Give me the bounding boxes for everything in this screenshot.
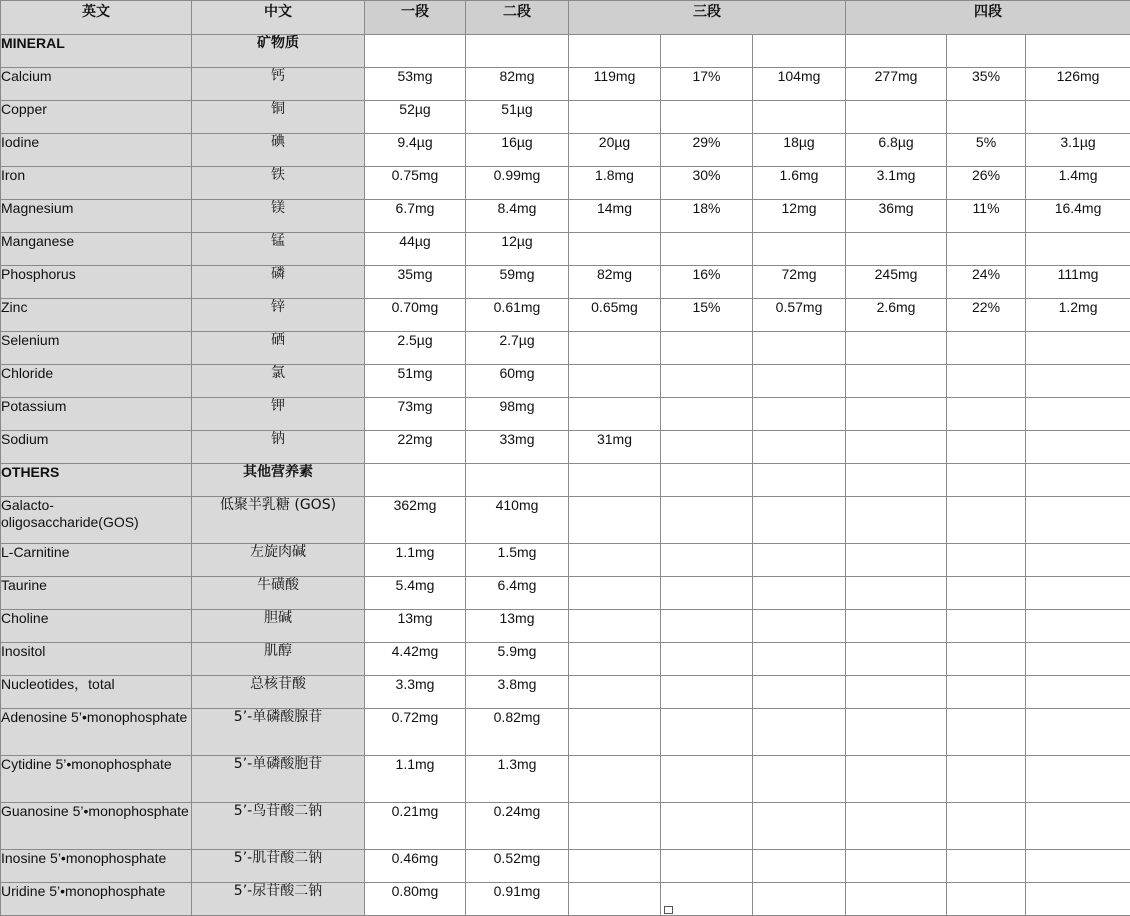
value-cell (661, 803, 753, 850)
table-row (1, 643, 1130, 676)
value-cell (846, 398, 947, 431)
value-cell (1026, 233, 1130, 266)
header-stage-1: 一段 (365, 1, 466, 35)
value-cell: 0.24mg (466, 803, 569, 850)
value-cell (569, 676, 661, 709)
value-cell (753, 883, 846, 916)
value-cell (1026, 577, 1130, 610)
value-cell (947, 803, 1026, 850)
value-cell (753, 850, 846, 883)
value-cell: 104mg (753, 68, 846, 101)
english-name-cell: Nucleotides，total (1, 676, 192, 709)
table-row (1, 398, 1130, 431)
value-cell (947, 643, 1026, 676)
value-cell (846, 332, 947, 365)
value-cell (846, 610, 947, 643)
value-cell (846, 431, 947, 464)
table-row (1, 577, 1130, 610)
value-cell (846, 233, 947, 266)
chinese-name-cell: 锌 (192, 299, 365, 332)
value-cell: 2.5µg (365, 332, 466, 365)
value-cell (569, 544, 661, 577)
table-row (1, 68, 1130, 101)
table-row (1, 167, 1130, 200)
value-cell: 98mg (466, 398, 569, 431)
value-cell: 18µg (753, 134, 846, 167)
value-cell (1026, 332, 1130, 365)
english-name-cell: Potassium (1, 398, 192, 431)
value-cell: 1.4mg (1026, 167, 1130, 200)
english-name-cell: Taurine (1, 577, 192, 610)
value-cell: 0.61mg (466, 299, 569, 332)
chinese-name-cell: 5’-单磷酸胞苷 (192, 756, 365, 803)
value-cell (753, 544, 846, 577)
value-cell (753, 497, 846, 544)
value-cell: 18% (661, 200, 753, 233)
english-name-cell: Selenium (1, 332, 192, 365)
value-cell (569, 643, 661, 676)
value-cell (846, 676, 947, 709)
table-row (1, 365, 1130, 398)
table-body (1, 35, 1130, 916)
value-cell (753, 756, 846, 803)
value-cell (1026, 850, 1130, 883)
value-cell (466, 35, 569, 68)
value-cell: 1.2mg (1026, 299, 1130, 332)
chinese-name-cell: 5’-肌苷酸二钠 (192, 850, 365, 883)
value-cell: 277mg (846, 68, 947, 101)
value-cell (569, 577, 661, 610)
table-row (1, 610, 1130, 643)
value-cell: 16µg (466, 134, 569, 167)
header-stage-2: 二段 (466, 1, 569, 35)
value-cell (846, 883, 947, 916)
chinese-name-cell: 钙 (192, 68, 365, 101)
value-cell (947, 756, 1026, 803)
value-cell (753, 643, 846, 676)
value-cell: 0.75mg (365, 167, 466, 200)
value-cell (569, 332, 661, 365)
english-name-cell: Galacto-oligosaccharide(GOS) (1, 497, 192, 544)
value-cell (947, 850, 1026, 883)
chinese-name-cell: 5’-鸟苷酸二钠 (192, 803, 365, 850)
chinese-name-cell: 锰 (192, 233, 365, 266)
value-cell (1026, 610, 1130, 643)
chinese-name-cell: 碘 (192, 134, 365, 167)
chinese-name-cell: 钠 (192, 431, 365, 464)
value-cell (1026, 883, 1130, 916)
chinese-name-cell: 胆碱 (192, 610, 365, 643)
chinese-name-cell: 牛磺酸 (192, 577, 365, 610)
value-cell (753, 577, 846, 610)
chinese-name-cell: 铜 (192, 101, 365, 134)
value-cell: 119mg (569, 68, 661, 101)
chinese-name-cell: 铁 (192, 167, 365, 200)
value-cell (947, 233, 1026, 266)
value-cell (569, 850, 661, 883)
value-cell (466, 464, 569, 497)
value-cell: 0.91mg (466, 883, 569, 916)
value-cell (947, 497, 1026, 544)
value-cell (753, 676, 846, 709)
header-stage-3: 三段 (569, 1, 846, 35)
english-name-cell: Inosine 5’•monophosphate (1, 850, 192, 883)
value-cell: 52µg (365, 101, 466, 134)
value-cell (569, 233, 661, 266)
value-cell: 0.80mg (365, 883, 466, 916)
value-cell (846, 497, 947, 544)
value-cell (846, 35, 947, 68)
value-cell (661, 431, 753, 464)
chinese-name-cell: 矿物质 (192, 35, 365, 68)
value-cell (947, 365, 1026, 398)
value-cell (1026, 643, 1130, 676)
value-cell: 16.4mg (1026, 200, 1130, 233)
value-cell: 0.46mg (365, 850, 466, 883)
value-cell (661, 497, 753, 544)
value-cell: 5% (947, 134, 1026, 167)
value-cell (846, 101, 947, 134)
value-cell: 16% (661, 266, 753, 299)
value-cell: 73mg (365, 398, 466, 431)
english-name-cell: Zinc (1, 299, 192, 332)
value-cell (661, 577, 753, 610)
value-cell (661, 464, 753, 497)
english-name-cell: Guanosine 5’•monophosphate (1, 803, 192, 850)
value-cell (661, 332, 753, 365)
value-cell: 1.1mg (365, 544, 466, 577)
value-cell (1026, 709, 1130, 756)
value-cell: 31mg (569, 431, 661, 464)
value-cell (846, 803, 947, 850)
value-cell: 17% (661, 68, 753, 101)
value-cell: 9.4µg (365, 134, 466, 167)
value-cell: 5.9mg (466, 643, 569, 676)
english-name-cell: Choline (1, 610, 192, 643)
value-cell (753, 709, 846, 756)
value-cell (753, 365, 846, 398)
table-row (1, 756, 1130, 803)
value-cell: 53mg (365, 68, 466, 101)
value-cell (1026, 803, 1130, 850)
value-cell (365, 464, 466, 497)
table-row (1, 676, 1130, 709)
header-row (1, 1, 1130, 35)
value-cell: 3.1µg (1026, 134, 1130, 167)
chinese-name-cell: 其他营养素 (192, 464, 365, 497)
value-cell (753, 398, 846, 431)
english-name-cell: Manganese (1, 233, 192, 266)
value-cell: 410mg (466, 497, 569, 544)
value-cell: 0.52mg (466, 850, 569, 883)
value-cell (947, 464, 1026, 497)
value-cell (569, 101, 661, 134)
value-cell (661, 883, 753, 916)
value-cell: 3.8mg (466, 676, 569, 709)
value-cell (569, 497, 661, 544)
table-row (1, 299, 1130, 332)
english-name-cell: Inositol (1, 643, 192, 676)
value-cell: 8.4mg (466, 200, 569, 233)
value-cell (1026, 464, 1130, 497)
english-name-cell: OTHERS (1, 464, 192, 497)
value-cell (661, 610, 753, 643)
value-cell: 36mg (846, 200, 947, 233)
value-cell: 24% (947, 266, 1026, 299)
value-cell (1026, 398, 1130, 431)
value-cell: 362mg (365, 497, 466, 544)
value-cell: 59mg (466, 266, 569, 299)
value-cell (846, 643, 947, 676)
value-cell: 0.72mg (365, 709, 466, 756)
value-cell: 15% (661, 299, 753, 332)
value-cell (947, 577, 1026, 610)
value-cell (569, 883, 661, 916)
value-cell: 26% (947, 167, 1026, 200)
value-cell: 0.65mg (569, 299, 661, 332)
value-cell (753, 332, 846, 365)
value-cell: 126mg (1026, 68, 1130, 101)
value-cell: 22mg (365, 431, 466, 464)
value-cell (846, 577, 947, 610)
value-cell: 51µg (466, 101, 569, 134)
value-cell (661, 365, 753, 398)
value-cell (661, 756, 753, 803)
value-cell: 13mg (466, 610, 569, 643)
english-name-cell: Uridine 5’•monophosphate (1, 883, 192, 916)
section-row (1, 35, 1130, 68)
value-cell (947, 101, 1026, 134)
chinese-name-cell: 钾 (192, 398, 365, 431)
english-name-cell: Adenosine 5’•monophosphate (1, 709, 192, 756)
english-name-cell: Sodium (1, 431, 192, 464)
chinese-name-cell: 磷 (192, 266, 365, 299)
value-cell: 6.4mg (466, 577, 569, 610)
chinese-name-cell: 硒 (192, 332, 365, 365)
table-row (1, 431, 1130, 464)
chinese-name-cell: 总核苷酸 (192, 676, 365, 709)
value-cell: 0.82mg (466, 709, 569, 756)
value-cell: 1.1mg (365, 756, 466, 803)
value-cell (947, 610, 1026, 643)
value-cell: 0.57mg (753, 299, 846, 332)
table-row (1, 200, 1130, 233)
value-cell: 35% (947, 68, 1026, 101)
value-cell: 33mg (466, 431, 569, 464)
chinese-name-cell: 左旋肉碱 (192, 544, 365, 577)
table-row (1, 709, 1130, 756)
value-cell (661, 398, 753, 431)
value-cell (947, 676, 1026, 709)
value-cell (569, 756, 661, 803)
value-cell (846, 709, 947, 756)
section-row (1, 464, 1130, 497)
english-name-cell: Copper (1, 101, 192, 134)
value-cell (1026, 35, 1130, 68)
value-cell (947, 398, 1026, 431)
value-cell: 13mg (365, 610, 466, 643)
table-row (1, 850, 1130, 883)
value-cell: 6.8µg (846, 134, 947, 167)
header-english: 英文 (1, 1, 192, 35)
chinese-name-cell: 5’-单磷酸腺苷 (192, 709, 365, 756)
value-cell (569, 464, 661, 497)
value-cell: 72mg (753, 266, 846, 299)
value-cell (753, 101, 846, 134)
value-cell (1026, 497, 1130, 544)
value-cell: 82mg (569, 266, 661, 299)
value-cell (569, 610, 661, 643)
value-cell (661, 233, 753, 266)
value-cell (947, 883, 1026, 916)
value-cell: 1.5mg (466, 544, 569, 577)
value-cell: 245mg (846, 266, 947, 299)
value-cell: 5.4mg (365, 577, 466, 610)
value-cell: 0.21mg (365, 803, 466, 850)
value-cell (1026, 756, 1130, 803)
value-cell (753, 233, 846, 266)
value-cell (365, 35, 466, 68)
value-cell (753, 35, 846, 68)
english-name-cell: Magnesium (1, 200, 192, 233)
english-name-cell: Iron (1, 167, 192, 200)
value-cell: 111mg (1026, 266, 1130, 299)
value-cell (1026, 431, 1130, 464)
value-cell: 11% (947, 200, 1026, 233)
chinese-name-cell: 氯 (192, 365, 365, 398)
table-row (1, 332, 1130, 365)
chinese-name-cell: 5’-尿苷酸二钠 (192, 883, 365, 916)
english-name-cell: Iodine (1, 134, 192, 167)
value-cell: 30% (661, 167, 753, 200)
value-cell (661, 101, 753, 134)
value-cell (947, 35, 1026, 68)
value-cell: 3.3mg (365, 676, 466, 709)
english-name-cell: Cytidine 5’•monophosphate (1, 756, 192, 803)
value-cell (753, 464, 846, 497)
value-cell (569, 365, 661, 398)
english-name-cell: L-Carnitine (1, 544, 192, 577)
value-cell (1026, 676, 1130, 709)
header-stage-4: 四段 (846, 1, 1130, 35)
table-row (1, 134, 1130, 167)
value-cell: 14mg (569, 200, 661, 233)
table-row (1, 803, 1130, 850)
value-cell (569, 709, 661, 756)
value-cell (569, 35, 661, 68)
value-cell: 60mg (466, 365, 569, 398)
value-cell: 82mg (466, 68, 569, 101)
cell-marker-icon (664, 906, 673, 914)
value-cell: 1.3mg (466, 756, 569, 803)
value-cell (947, 709, 1026, 756)
value-cell (753, 431, 846, 464)
value-cell (846, 544, 947, 577)
english-name-cell: Phosphorus (1, 266, 192, 299)
value-cell (661, 676, 753, 709)
value-cell (569, 398, 661, 431)
value-cell (846, 756, 947, 803)
value-cell (846, 365, 947, 398)
value-cell: 35mg (365, 266, 466, 299)
value-cell (846, 850, 947, 883)
value-cell (947, 544, 1026, 577)
table-row (1, 497, 1130, 544)
table-row (1, 883, 1130, 916)
english-name-cell: Chloride (1, 365, 192, 398)
value-cell (661, 35, 753, 68)
value-cell: 0.99mg (466, 167, 569, 200)
table-row (1, 544, 1130, 577)
chinese-name-cell: 肌醇 (192, 643, 365, 676)
value-cell (1026, 544, 1130, 577)
value-cell (846, 464, 947, 497)
value-cell: 0.70mg (365, 299, 466, 332)
table-row (1, 101, 1130, 134)
chinese-name-cell: 低聚半乳糖 (GOS) (192, 497, 365, 544)
value-cell: 29% (661, 134, 753, 167)
value-cell (753, 803, 846, 850)
value-cell: 4.42mg (365, 643, 466, 676)
value-cell (661, 643, 753, 676)
value-cell: 44µg (365, 233, 466, 266)
value-cell: 1.8mg (569, 167, 661, 200)
value-cell (569, 803, 661, 850)
chinese-name-cell: 镁 (192, 200, 365, 233)
value-cell (661, 709, 753, 756)
value-cell: 3.1mg (846, 167, 947, 200)
value-cell (1026, 365, 1130, 398)
value-cell (753, 610, 846, 643)
english-name-cell: Calcium (1, 68, 192, 101)
english-name-cell: MINERAL (1, 35, 192, 68)
value-cell: 6.7mg (365, 200, 466, 233)
header-chinese: 中文 (192, 1, 365, 35)
value-cell: 51mg (365, 365, 466, 398)
value-cell: 20µg (569, 134, 661, 167)
value-cell (947, 332, 1026, 365)
value-cell: 22% (947, 299, 1026, 332)
table-row (1, 233, 1130, 266)
value-cell (947, 431, 1026, 464)
value-cell (1026, 101, 1130, 134)
value-cell: 12µg (466, 233, 569, 266)
value-cell: 1.6mg (753, 167, 846, 200)
table-row (1, 266, 1130, 299)
value-cell: 2.6mg (846, 299, 947, 332)
value-cell: 12mg (753, 200, 846, 233)
value-cell (661, 544, 753, 577)
value-cell (661, 850, 753, 883)
value-cell: 2.7µg (466, 332, 569, 365)
